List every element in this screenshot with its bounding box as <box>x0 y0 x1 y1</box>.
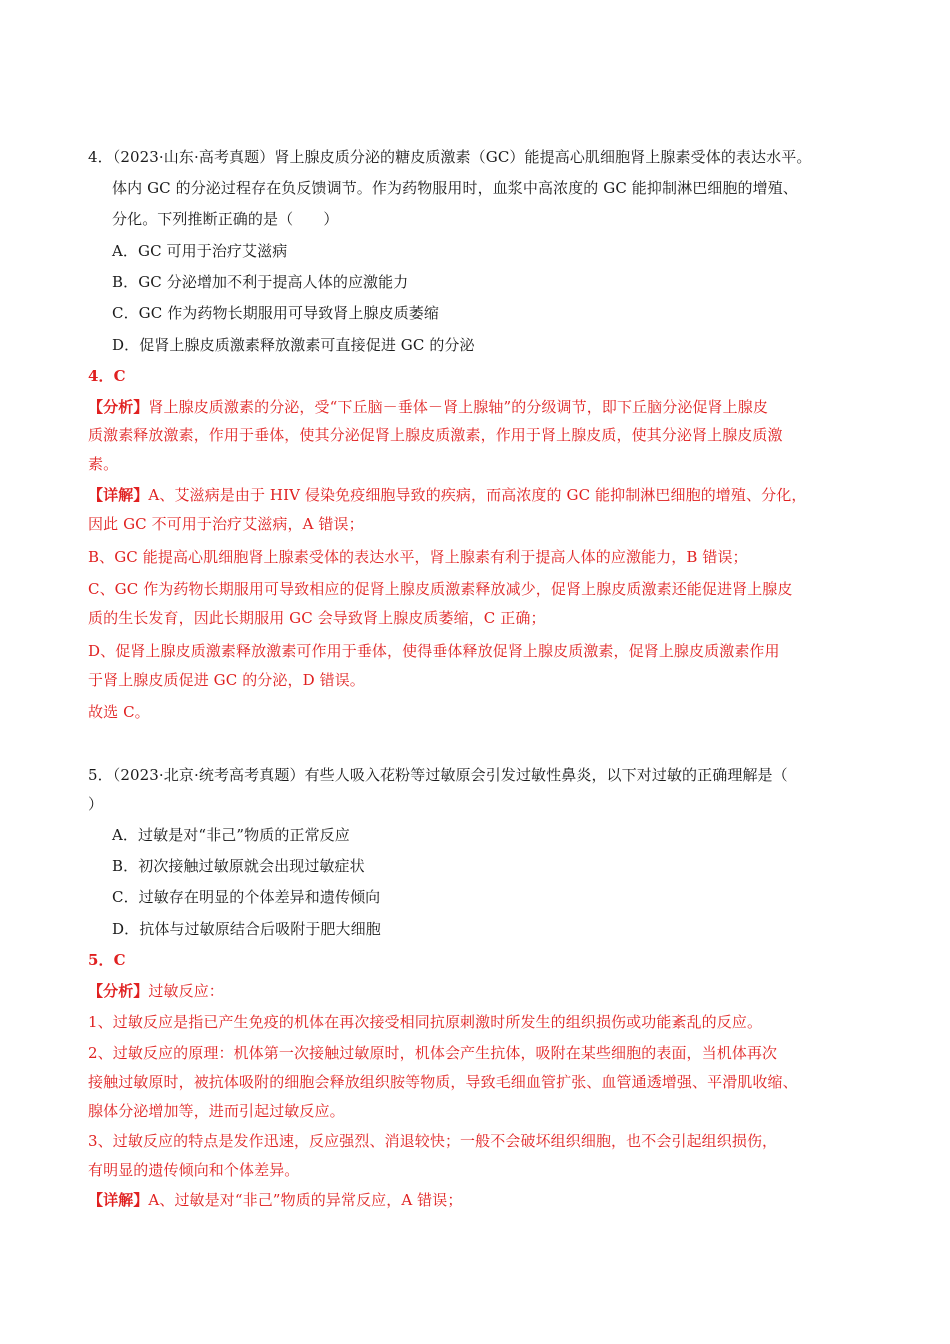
q5-detail-line-1 <box>88 1190 878 1210</box>
q5-option-b: B．初次接触过敏原就会出现过敏症状 <box>112 857 365 875</box>
q5-stem-line-2: ） <box>88 795 104 813</box>
q4-detail-line-8: 故选 C。 <box>88 703 150 721</box>
q5-analysis-line-5: 腺体分泌增加等，进而引起过敏反应。 <box>88 1102 345 1120</box>
q4-stem-line-3: 分化。下列推断正确的是（ ） <box>112 210 339 228</box>
q5-detail-tag: 【详解】 <box>88 1191 149 1209</box>
q4-detail-line-3: B、GC 能提高心肌细胞肾上腺素受体的表达水平，肾上腺素有利于提高人体的应激能力，B 错误； <box>88 548 748 566</box>
q4-option-d: D．促肾上腺皮质激素释放激素可直接促进 GC 的分泌 <box>112 336 475 354</box>
q5-detail-text-1: A、过敏是对“非己”物质的异常反应，A 错误； <box>148 1191 463 1209</box>
q5-analysis-head: 过敏反应： <box>148 982 224 1000</box>
q4-detail-line-7: 于肾上腺皮质促进 GC 的分泌，D 错误。 <box>88 671 365 689</box>
q5-option-c: C．过敏存在明显的个体差异和遗传倾向 <box>112 888 381 906</box>
q4-detail-line-6: D、促肾上腺皮质激素释放激素可作用于垂体，使得垂体释放促肾上腺皮质激素，促肾上腺皮质激素作用 <box>88 642 780 660</box>
q5-analysis-line-7: 有明显的遗传倾向和个体差异。 <box>88 1161 300 1179</box>
q5-analysis-line-1 <box>88 981 878 1001</box>
q4-option-a: A．GC 可用于治疗艾滋病 <box>112 242 288 260</box>
q4-option-b: B．GC 分泌增加不利于提高人体的应激能力 <box>112 273 409 291</box>
q5-analysis-tag: 【分析】 <box>88 982 149 1000</box>
q5-analysis-line-3: 2、过敏反应的原理：机体第一次接触过敏原时，机体会产生抗体，吸附在某些细胞的表面，当机体再次 <box>88 1044 778 1062</box>
q4-option-c: C．GC 作为药物长期服用可导致肾上腺皮质萎缩 <box>112 304 440 322</box>
q4-answer: 4．C <box>88 367 126 385</box>
q4-detail-text-1: A、艾滋病是由于 HIV 侵染免疫细胞导致的疾病，而高浓度的 GC 能抑制淋巴细胞的增殖、分化， <box>148 486 807 504</box>
q4-stem-line-2: 体内 GC 的分泌过程存在负反馈调节。作为药物服用时，血浆中高浓度的 GC 能抑制淋巴细胞的增殖、 <box>112 179 798 197</box>
q5-option-d: D．抗体与过敏原结合后吸附于肥大细胞 <box>112 920 381 938</box>
q4-detail-line-2: 因此 GC 不可用于治疗艾滋病，A 错误； <box>88 515 364 533</box>
q5-option-a: A．过敏是对“非己”物质的正常反应 <box>112 826 350 844</box>
q4-analysis-line-3: 素。 <box>88 455 119 473</box>
q4-detail-tag: 【详解】 <box>88 486 149 504</box>
q4-detail-line-4: C、GC 作为药物长期服用可导致相应的促肾上腺皮质激素释放减少，促肾上腺皮质激素还能促进肾上腺皮 <box>88 580 793 598</box>
q5-analysis-line-6: 3、过敏反应的特点是发作迅速，反应强烈、消退较快；一般不会破坏组织细胞，也不会引起组织损伤， <box>88 1132 778 1150</box>
q5-analysis-line-4: 接触过敏原时，被抗体吸附的细胞会释放组织胺等物质，导致毛细血管扩张、血管通透增强、平滑肌收缩、 <box>88 1073 798 1091</box>
q4-analysis-text-1: 肾上腺皮质激素的分泌，受“下丘脑－垂体－肾上腺轴”的分级调节，即下丘脑分泌促肾上腺皮 <box>148 398 768 416</box>
q4-detail-line-5: 质的生长发育，因此长期服用 GC 会导致肾上腺皮质萎缩，C 正确； <box>88 609 546 627</box>
q4-analysis-line-1 <box>88 397 878 417</box>
q4-detail-line-1 <box>88 485 878 505</box>
q5-stem-line-1: 5．（2023·北京·统考高考真题）有些人吸入花粉等过敏原会引发过敏性鼻炎，以下对过敏的正确理解是（ <box>88 766 788 784</box>
q4-analysis-line-2: 质激素释放激素，作用于垂体，使其分泌促肾上腺皮质激素，作用于肾上腺皮质，使其分泌肾上腺皮质激 <box>88 426 783 444</box>
q4-stem-line-1: 4．（2023·山东·高考真题）肾上腺皮质分泌的糖皮质激素（GC）能提高心肌细胞肾上腺素受体的表达水平。 <box>88 148 812 166</box>
q4-analysis-tag: 【分析】 <box>88 398 149 416</box>
q5-analysis-line-2: 1、过敏反应是指已产生免疫的机体在再次接受相同抗原刺激时所发生的组织损伤或功能紊乱的反应。 <box>88 1013 763 1031</box>
q5-answer: 5．C <box>88 951 126 969</box>
